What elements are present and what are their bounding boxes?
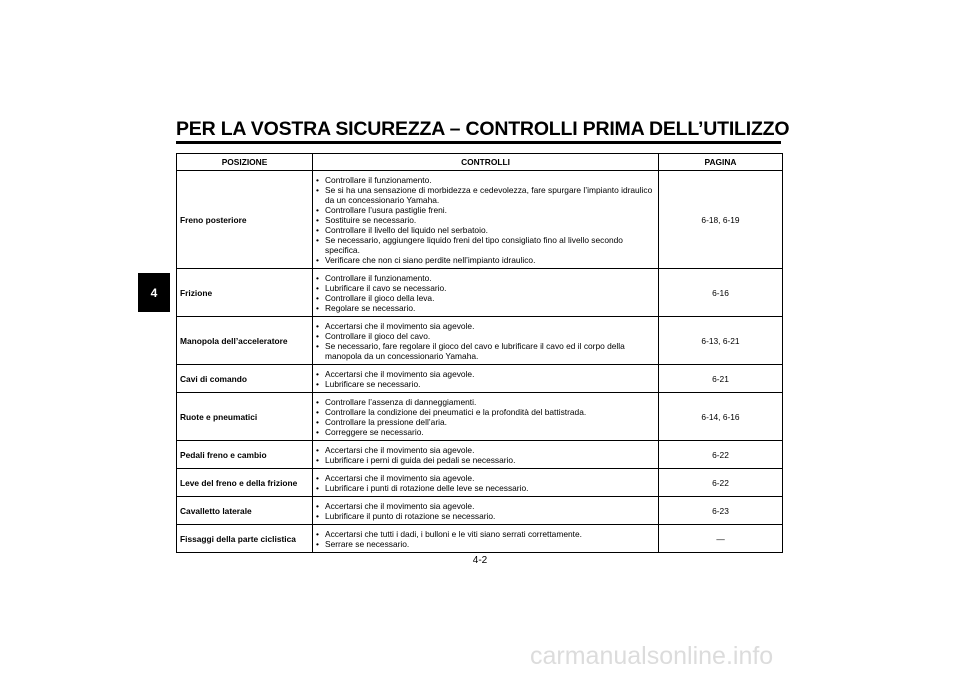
table-row	[177, 525, 783, 553]
check-item: • Serrare se necessario.	[316, 539, 656, 549]
check-item: • Controllare l’usura pastiglie freni.	[316, 205, 656, 215]
row-checks	[313, 171, 659, 269]
row-checks	[313, 393, 659, 441]
check-item: • Accertarsi che il movimento sia agevole.	[316, 445, 656, 455]
check-item: • Controllare il funzionamento.	[316, 175, 656, 185]
table-row	[177, 171, 783, 269]
row-page: 6-22	[659, 441, 783, 469]
row-position: Freno posteriore	[177, 171, 313, 269]
check-item: • Controllare il gioco del cavo.	[316, 331, 656, 341]
check-item: • Controllare il gioco della leva.	[316, 293, 656, 303]
row-page: 6-16	[659, 269, 783, 317]
row-checks	[313, 469, 659, 497]
check-item: • Se necessario, aggiungere liquido freni del tipo consigliato fino al livello secondo specifica.	[316, 235, 656, 255]
check-item: • Se si ha una sensazione di morbidezza e cedevolezza, fare spurgare l’impianto idraulico da un concessionario Yamaha.	[316, 185, 656, 205]
check-item: • Correggere se necessario.	[316, 427, 656, 437]
table-row	[177, 497, 783, 525]
row-checks	[313, 525, 659, 553]
column-header-page: PAGINA	[659, 154, 783, 171]
check-item: • Lubrificare se necessario.	[316, 379, 656, 389]
check-item: • Verificare che non ci siano perdite nell’impianto idraulico.	[316, 255, 656, 265]
row-page: 6-14, 6-16	[659, 393, 783, 441]
check-item: • Sostituire se necessario.	[316, 215, 656, 225]
table-row	[177, 269, 783, 317]
check-item: • Accertarsi che tutti i dadi, i bulloni e le viti siano serrati correttamente.	[316, 529, 656, 539]
check-item: • Accertarsi che il movimento sia agevole.	[316, 369, 656, 379]
check-item: • Controllare il funzionamento.	[316, 273, 656, 283]
row-checks	[313, 317, 659, 365]
row-position: Cavalletto laterale	[177, 497, 313, 525]
watermark: carmanualsonline.info	[530, 642, 774, 670]
row-checks	[313, 365, 659, 393]
row-page: 6-23	[659, 497, 783, 525]
chapter-tab: 4	[138, 273, 170, 312]
check-item: • Accertarsi che il movimento sia agevole.	[316, 321, 656, 331]
table-row	[177, 441, 783, 469]
row-position: Frizione	[177, 269, 313, 317]
table-row	[177, 469, 783, 497]
check-item: • Controllare il livello del liquido nel serbatoio.	[316, 225, 656, 235]
table-row	[177, 393, 783, 441]
row-page: 6-22	[659, 469, 783, 497]
column-header-checks: CONTROLLI	[313, 154, 659, 171]
check-item: • Se necessario, fare regolare il gioco del cavo e lubrificare il cavo ed il corpo della manopola da un concessionario Yamaha.	[316, 341, 656, 361]
check-item: • Regolare se necessario.	[316, 303, 656, 313]
row-page: 6-13, 6-21	[659, 317, 783, 365]
check-item: • Controllare la condizione dei pneumatici e la profondità del battistrada.	[316, 407, 656, 417]
check-item: • Lubrificare il cavo se necessario.	[316, 283, 656, 293]
row-checks	[313, 269, 659, 317]
row-position: Pedali freno e cambio	[177, 441, 313, 469]
page-number: 4-2	[472, 555, 488, 566]
check-item: • Controllare la pressione dell’aria.	[316, 417, 656, 427]
row-page: 6-18, 6-19	[659, 171, 783, 269]
row-position: Fissaggi della parte ciclistica	[177, 525, 313, 553]
checklist-table	[176, 153, 783, 553]
row-page: 6-21	[659, 365, 783, 393]
row-checks	[313, 497, 659, 525]
check-item: • Controllare l’assenza di danneggiamenti.	[316, 397, 656, 407]
check-item: • Accertarsi che il movimento sia agevole.	[316, 473, 656, 483]
row-position: Cavi di comando	[177, 365, 313, 393]
row-position: Ruote e pneumatici	[177, 393, 313, 441]
row-position: Leve del freno e della frizione	[177, 469, 313, 497]
check-item: • Lubrificare il punto di rotazione se necessario.	[316, 511, 656, 521]
check-item: • Accertarsi che il movimento sia agevole.	[316, 501, 656, 511]
column-header-position: POSIZIONE	[177, 154, 313, 171]
table-row	[177, 365, 783, 393]
check-item: • Lubrificare i punti di rotazione delle leve se necessario.	[316, 483, 656, 493]
page-title: PER LA VOSTRA SICUREZZA – CONTROLLI PRIMA DELL’UTILIZZO	[176, 118, 790, 140]
row-checks	[313, 441, 659, 469]
table-row	[177, 317, 783, 365]
title-rule	[176, 141, 781, 144]
row-position: Manopola dell’acceleratore	[177, 317, 313, 365]
check-item: • Lubrificare i perni di guida dei pedali se necessario.	[316, 455, 656, 465]
row-page: —	[659, 525, 783, 553]
table-header-row	[177, 154, 783, 171]
